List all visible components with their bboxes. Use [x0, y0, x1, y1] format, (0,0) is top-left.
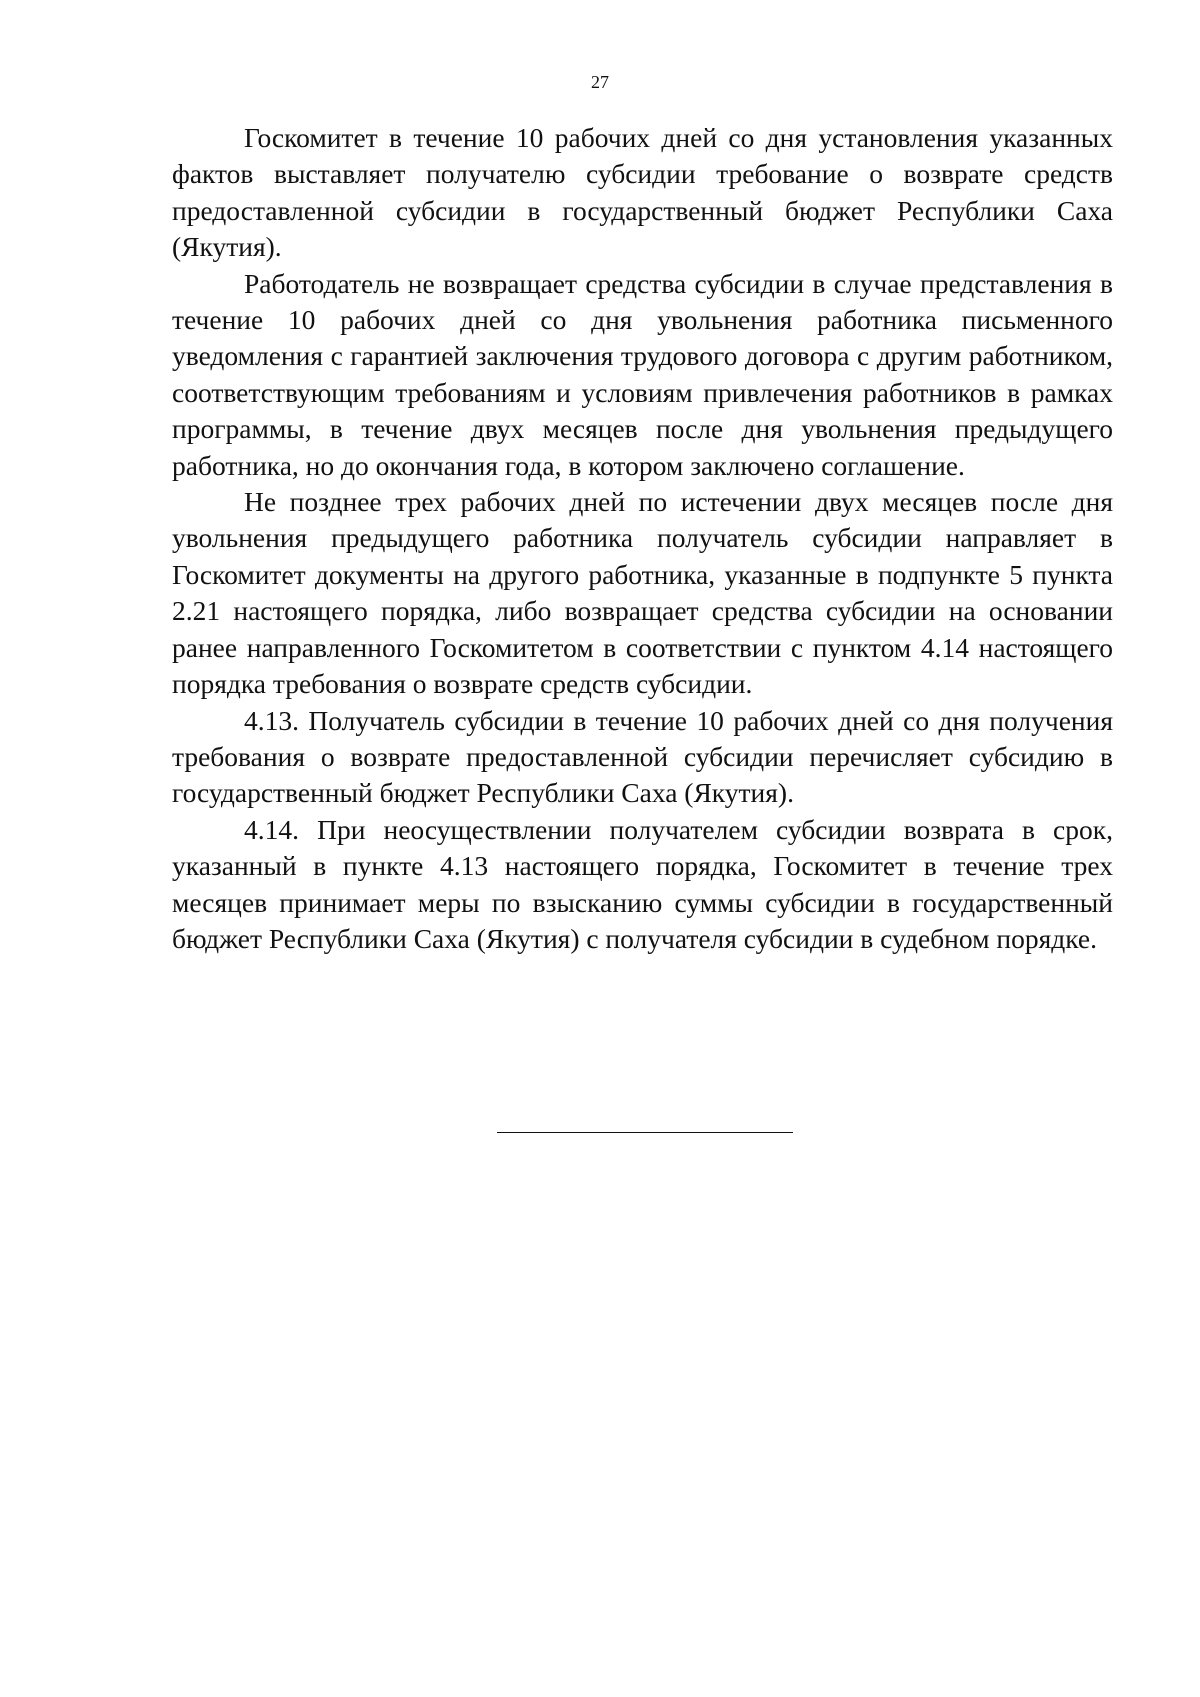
- page-number: 27: [591, 72, 609, 92]
- paragraph-employer-exemption: Работодатель не возвращает средства субсидии в случае представления в течение 10 рабочих дней со дня увольнения работника письменного уведомления с гарантией заключения трудового договора с другим работником, соответствующим требованиям и условиям привлечения работников в рамках программы, в течение двух месяцев после дня увольнения предыдущего работника, но до окончания года, в котором заключено соглашение.: [172, 267, 1113, 481]
- paragraph-4-14: 4.14. При неосуществлении получателем субсидии возврата в срок, указанный в пункте 4.13 настоящего порядка, Госкомитет в течение трех месяцев принимает меры по взысканию суммы субсидии в государственный бюджет Республики Саха (Якутия) с получателя субсидии в судебном порядке.: [172, 813, 1113, 954]
- paragraph-replacement-documents: Не позднее трех рабочих дней по истечении двух месяцев после дня увольнения предыдущего работника получатель субсидии направляет в Госкомитет документы на другого работника, указанные в подпункте 5 пункта 2.21 настоящего порядка, либо возвращает средства субсидии на основании ранее направленного Госкомитетом в соответствии с пунктом 4.14 настоящего порядка требования о возврате средств субсидии.: [172, 486, 1113, 700]
- paragraph-4-13: 4.13. Получатель субсидии в течение 10 рабочих дней со дня получения требования о возврате предоставленной субсидии перечисляет субсидию в государственный бюджет Республики Саха (Якутия).: [172, 704, 1113, 809]
- end-of-document-rule: [497, 1132, 793, 1133]
- paragraph-refund-demand: Госкомитет в течение 10 рабочих дней со дня установления указанных фактов выставляет получателю субсидии требование о возврате средств предоставленной субсидии в государственный бюджет Республики Саха (Якутия).: [172, 122, 1113, 263]
- document-body: [172, 120, 1113, 957]
